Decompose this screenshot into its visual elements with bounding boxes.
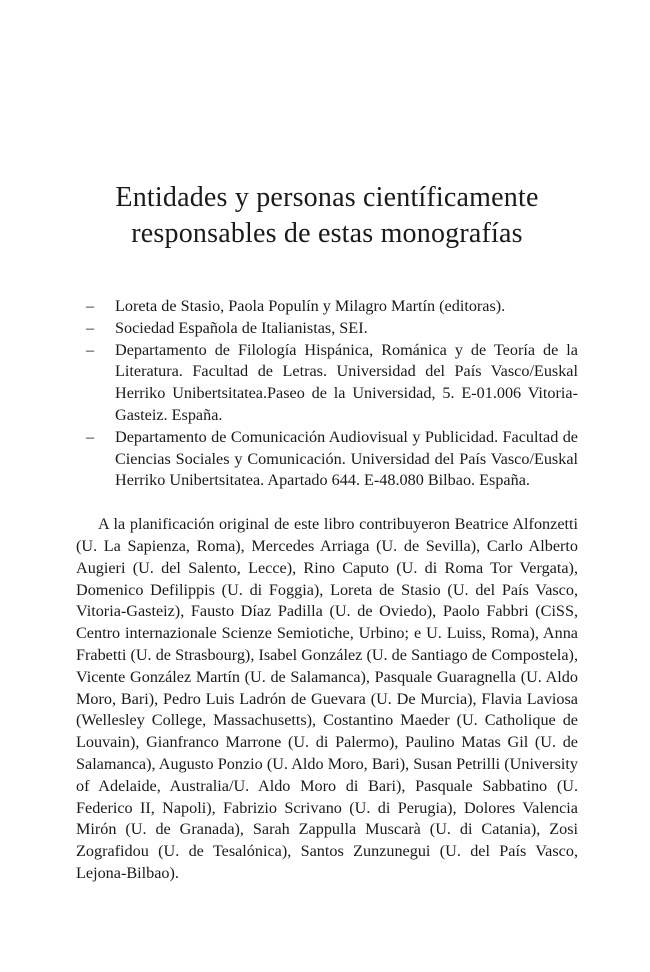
page-title-line-1: Entidades y personas científicamente xyxy=(115,182,539,213)
entity-item-society: – Sociedad Española de Italianistas, SEI. xyxy=(86,318,578,340)
contributors-paragraph: A la planificación original de este libro contribuyeron Beatrice Alfonzetti (U. La Sapienza, Roma), Mercedes Arriaga (U. de Sevilla), Carlo Alberto Augieri (U. del Salento, Lecce), Rino Caputo (U. di Roma Tor Vergata), Domenico Defilippis (U. di Foggia), Loreta de Stasio (U. del País Vasco, Vitoria-Gasteiz), Fausto Díaz Padilla (U. de Oviedo), Paolo Fabbri (CiSS, Centro internazionale Scienze Semiotiche, Urbino; e U. Luiss, Roma), Anna Frabetti (U. de Strasbourg), Isabel González (U. de Santiago de Compostela), Vicente González Martín (U. de Salamanca), Pasquale Guaragnella (U. Aldo Moro, Bari), Pedro Luis Ladrón de Guevara (U. De Murcia), Flavia Laviosa (Wellesley College, Massachusetts), Costantino Maeder (U. Catholique de Louvain), Gianfranco Marrone (U. di Palermo), Paulino Matas Gil (U. de Salamanca), Augusto Ponzio (U. Aldo Moro, Bari), Susan Petrilli (University of Adelaide, Australia/U. Aldo Moro di Bari), Pasquale Sabbatino (U. Federico II, Napoli), Fabrizio Scrivano (U. di Perugia), Dolores Valencia Mirón (U. de Granada), Sarah Zappulla Muscarà (U. di Catania), Zosi Zografidou (U. de Tesalónica), Santos Zunzunegui (U. del País Vasco, Lejona-Bilbao). xyxy=(76,515,578,882)
document-page xyxy=(76,180,578,885)
entity-item-editors: – Loreta de Stasio, Paola Populín y Milagro Martín (editoras). xyxy=(86,296,578,318)
entity-item-department-philology: – Departamento de Filología Hispánica, Románica y de Teoría de la Literatura. Facultad de Letras. Universidad del País Vasco/Euskal Herriko Unibertsitatea.Paseo de la Universidad, 5. E-01.006 Vitoria-Gasteiz. España. xyxy=(86,340,578,427)
page-title xyxy=(76,180,578,252)
entity-item-department-communication: – Departamento de Comunicación Audiovisual y Publicidad. Facultad de Ciencias Sociales y Comunicación. Universidad del País Vasco/Euskal Herriko Unibertsitatea. Apartado 644. E-48.080 Bilbao. España. xyxy=(86,427,578,492)
entity-list xyxy=(76,296,578,492)
page-title-line-2: responsables de estas monografías xyxy=(131,218,523,249)
